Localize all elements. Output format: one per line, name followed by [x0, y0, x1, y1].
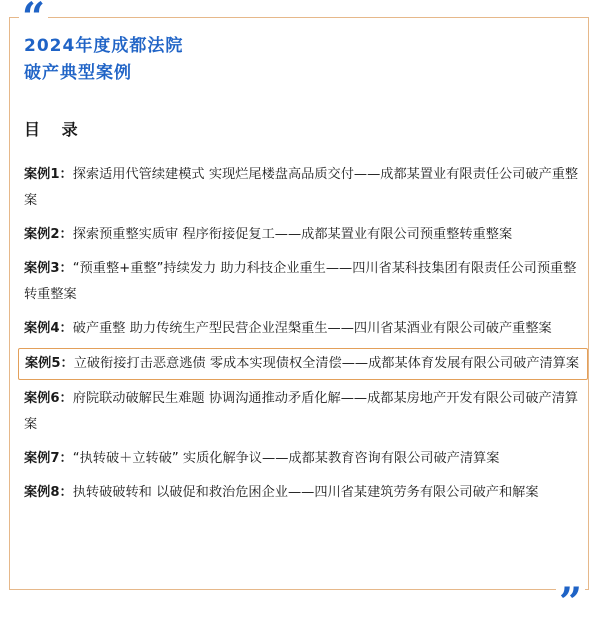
- case-label: 案例4：: [24, 321, 73, 336]
- case-title: “执转破＋立转破” 实质化解争议——成都某教育咨询有限公司破产清算案: [72, 451, 500, 466]
- toc-heading: 目 录: [24, 120, 86, 139]
- case-label: 案例5：: [25, 356, 74, 371]
- case-item-8[interactable]: [18, 478, 588, 508]
- case-title: 执转破破转和 以破促和救治危困企业——四川省某建筑劳务有限公司破产和解案: [72, 485, 539, 500]
- case-item-3[interactable]: [18, 254, 588, 310]
- case-title: 探索适用代管续建模式 实现烂尾楼盘高品质交付——成都某置业有限责任公司破产重整案: [24, 167, 579, 208]
- case-label: 案例8：: [24, 485, 73, 500]
- case-item-6[interactable]: [18, 384, 588, 440]
- case-label: 案例7：: [24, 451, 73, 466]
- case-label: 案例6：: [24, 391, 73, 406]
- case-title: 立破衔接打击恶意逃债 零成本实现债权全清偿——成都某体育发展有限公司破产清算案: [73, 356, 580, 371]
- case-item-1[interactable]: [18, 160, 588, 216]
- case-item-2[interactable]: [18, 220, 588, 250]
- case-label: 案例1：: [24, 167, 73, 182]
- case-item-7[interactable]: [18, 444, 588, 474]
- case-title: 探索预重整实质审 程序衔接促复工——成都某置业有限公司预重整转重整案: [72, 227, 513, 242]
- page-title: [24, 33, 183, 87]
- close-quote-icon: ”: [556, 583, 585, 623]
- case-title: “预重整+重整”持续发力 助力科技企业重生——四川省某科技集团有限责任公司预重整转重整案: [24, 261, 577, 302]
- title-line-1: 2024年度成都法院: [24, 36, 184, 56]
- case-item-5[interactable]: [18, 348, 588, 380]
- case-label: 案例2：: [24, 227, 73, 242]
- case-item-4[interactable]: [18, 314, 588, 344]
- open-quote-icon: “: [19, 0, 48, 38]
- case-list: [18, 160, 588, 512]
- case-title: 破产重整 助力传统生产型民营企业涅槃重生——四川省某酒业有限公司破产重整案: [72, 321, 552, 336]
- title-line-2: 破产典型案例: [24, 63, 132, 83]
- case-label: 案例3：: [24, 261, 73, 276]
- case-title: 府院联动破解民生难题 协调沟通推动矛盾化解——成都某房地产开发有限公司破产清算案: [24, 391, 579, 432]
